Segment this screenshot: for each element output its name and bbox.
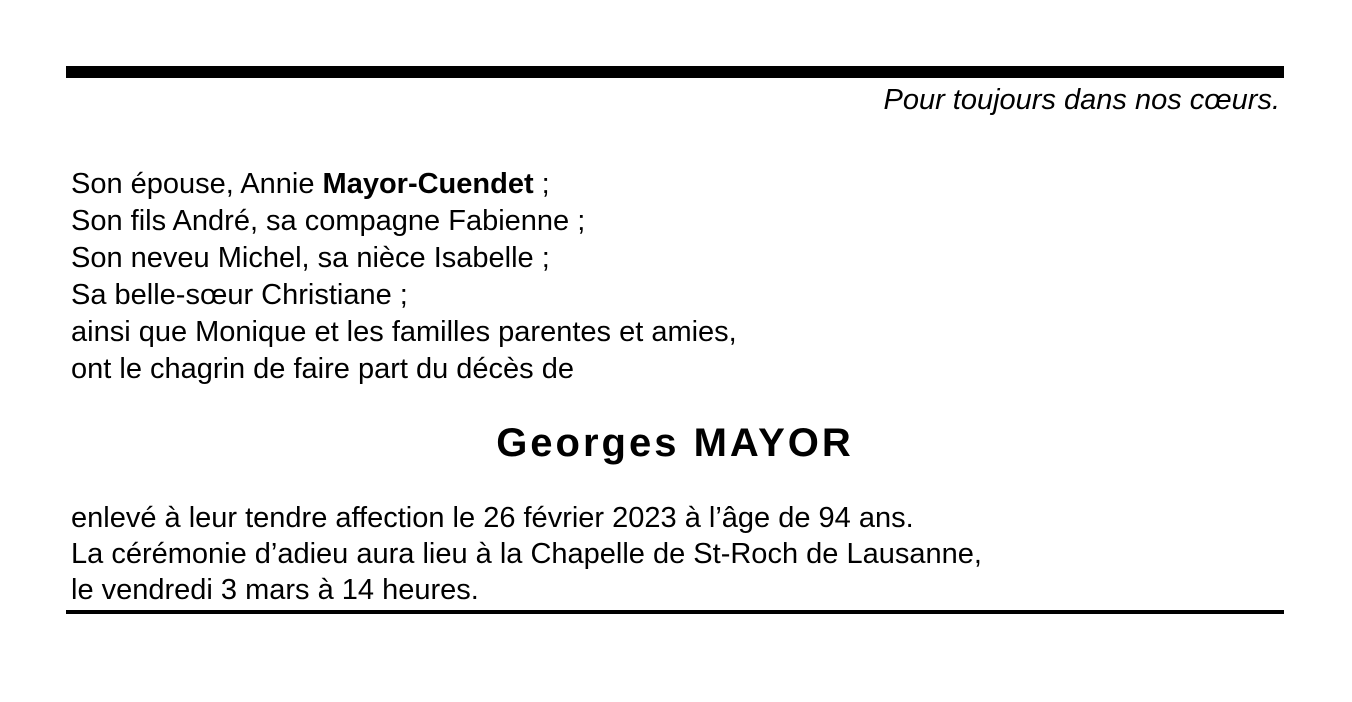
family-line-text: Son épouse, Annie <box>71 168 323 200</box>
details-list <box>71 500 982 608</box>
family-line: ainsi que Monique et les familles parentes et amies, <box>71 316 737 348</box>
family-line: Son neveu Michel, sa nièce Isabelle ; <box>71 242 550 274</box>
bottom-rule <box>66 610 1284 614</box>
top-rule <box>66 66 1284 78</box>
details-line: enlevé à leur tendre affection le 26 février 2023 à l’âge de 94 ans. <box>71 502 914 534</box>
family-line: Son fils André, sa compagne Fabienne ; <box>71 205 586 237</box>
details-line: le vendredi 3 mars à 14 heures. <box>71 574 479 606</box>
family-line <box>71 166 737 203</box>
family-surname: Mayor-Cuendet <box>322 168 534 200</box>
details-line: La cérémonie d’adieu aura lieu à la Chapelle de St-Roch de Lausanne, <box>71 538 982 570</box>
deceased-name: Georges MAYOR <box>496 421 854 465</box>
family-line: ont le chagrin de faire part du décès de <box>71 353 574 385</box>
family-line: Sa belle-sœur Christiane ; <box>71 279 408 311</box>
family-list <box>71 166 737 388</box>
epigraph: Pour toujours dans nos cœurs. <box>883 84 1280 116</box>
family-line-punct: ; <box>533 168 550 200</box>
